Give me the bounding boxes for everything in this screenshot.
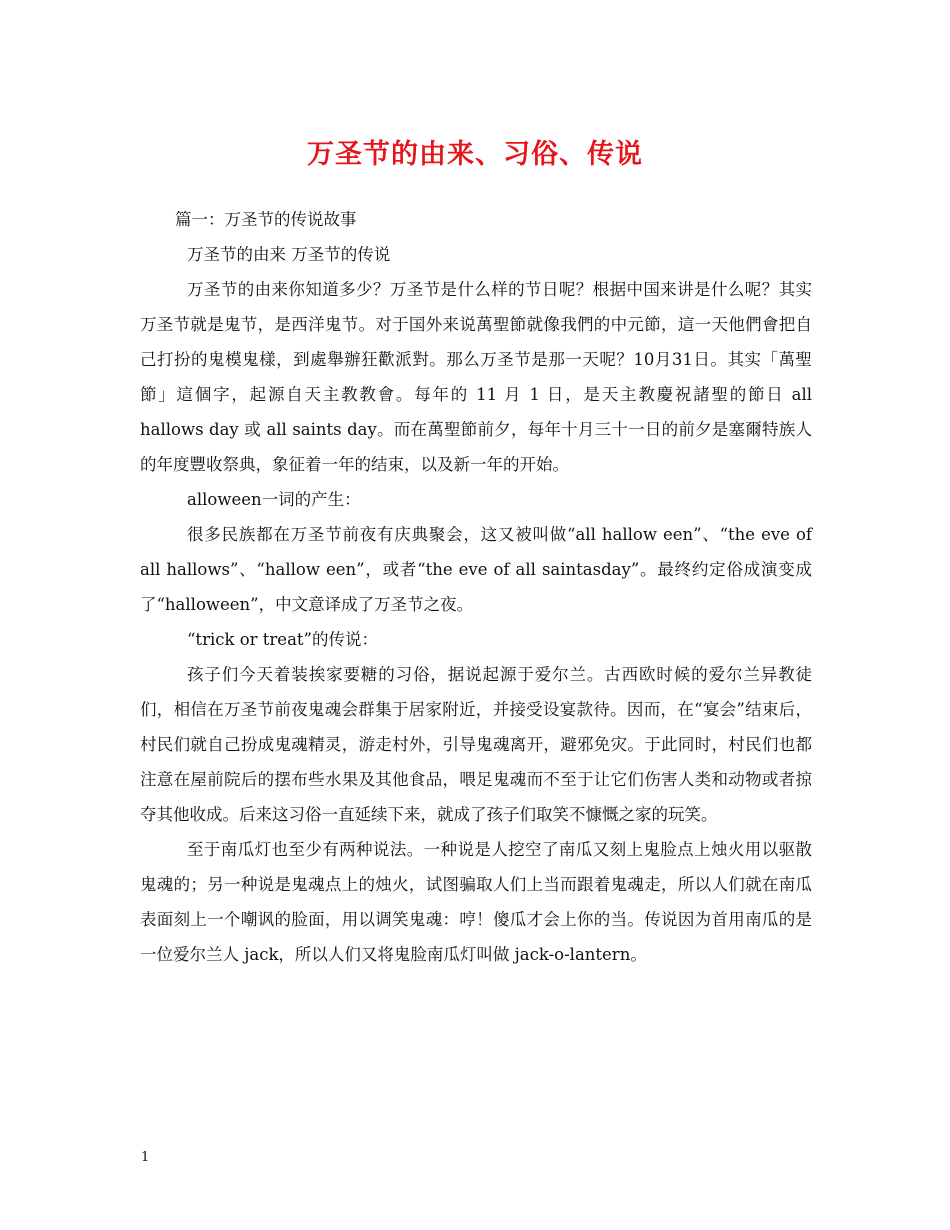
subheading: 万圣节的由来 万圣节的传说: [187, 245, 391, 264]
page-title: 万圣节的由来、习俗、传说: [307, 139, 643, 170]
paragraph-trick-or-treat: 孩子们今天着装挨家要糖的习俗，据说起源于爱尔兰。古西欧时候的爱尔兰异教徒们，相信在万圣节前夜鬼魂会群集于居家附近，并接受设宴款待。因而，在“宴会”结束后，村民们就自己扮成鬼魂精灵，游走村外，引导鬼魂离开，避邪免灾。于此同时，村民们也都注意在屋前院后的摆布些水果及其他食品，喂足鬼魂而不至于让它们伤害人类和动物或者掠夺其他收成。后来这习俗一直延续下来，就成了孩子们取笑不慷慨之家的玩笑。: [140, 665, 812, 824]
paragraph-origin: 万圣节的由来你知道多少？万圣节是什么样的节日呢？根据中国来讲是什么呢？其实万圣节就是鬼节，是西洋鬼节。对于国外来说萬聖節就像我們的中元節，這一天他們會把自己打扮的鬼模鬼樣，到處舉辦狂歡派對。那么万圣节是那一天呢？10月31日。其实「萬聖節」這個字，起源自天主教教會。每年的 11 月 1 日，是天主教慶祝諸聖的節日 all hallows day 或 all saints day。而在萬聖節前夕，每年十月三十一日的前夕是塞爾特族人的年度豐收祭典，象征着一年的结束，以及新一年的开始。: [140, 280, 812, 474]
trick-or-treat-label: “trick or treat”的传说：: [187, 630, 378, 649]
section-heading: 篇一：万圣节的传说故事: [175, 210, 357, 229]
page-number: 1: [141, 1150, 150, 1165]
paragraph-word-origin: 很多民族都在万圣节前夜有庆典聚会，这又被叫做“all hallow een”、“the eve of all hallows”、“hallow een”，或者“the eve of all saintasday”。最终约定俗成演变成了“halloween”，中文意译成了万圣节之夜。: [140, 525, 812, 614]
alloween-label: alloween一词的产生：: [187, 490, 361, 509]
paragraph-pumpkin-lantern: 至于南瓜灯也至少有两种说法。一种说是人挖空了南瓜又刻上鬼脸点上烛火用以驱散鬼魂的；另一种说是鬼魂点上的烛火，试图骗取人们上当而跟着鬼魂走，所以人们就在南瓜表面刻上一个嘲讽的脸面，用以调笑鬼魂：哼！傻瓜才会上你的当。传说因为首用南瓜的是一位爱尔兰人 jack，所以人们又将鬼脸南瓜灯叫做 jack-o-lantern。: [140, 840, 812, 964]
document-body: [140, 202, 812, 972]
